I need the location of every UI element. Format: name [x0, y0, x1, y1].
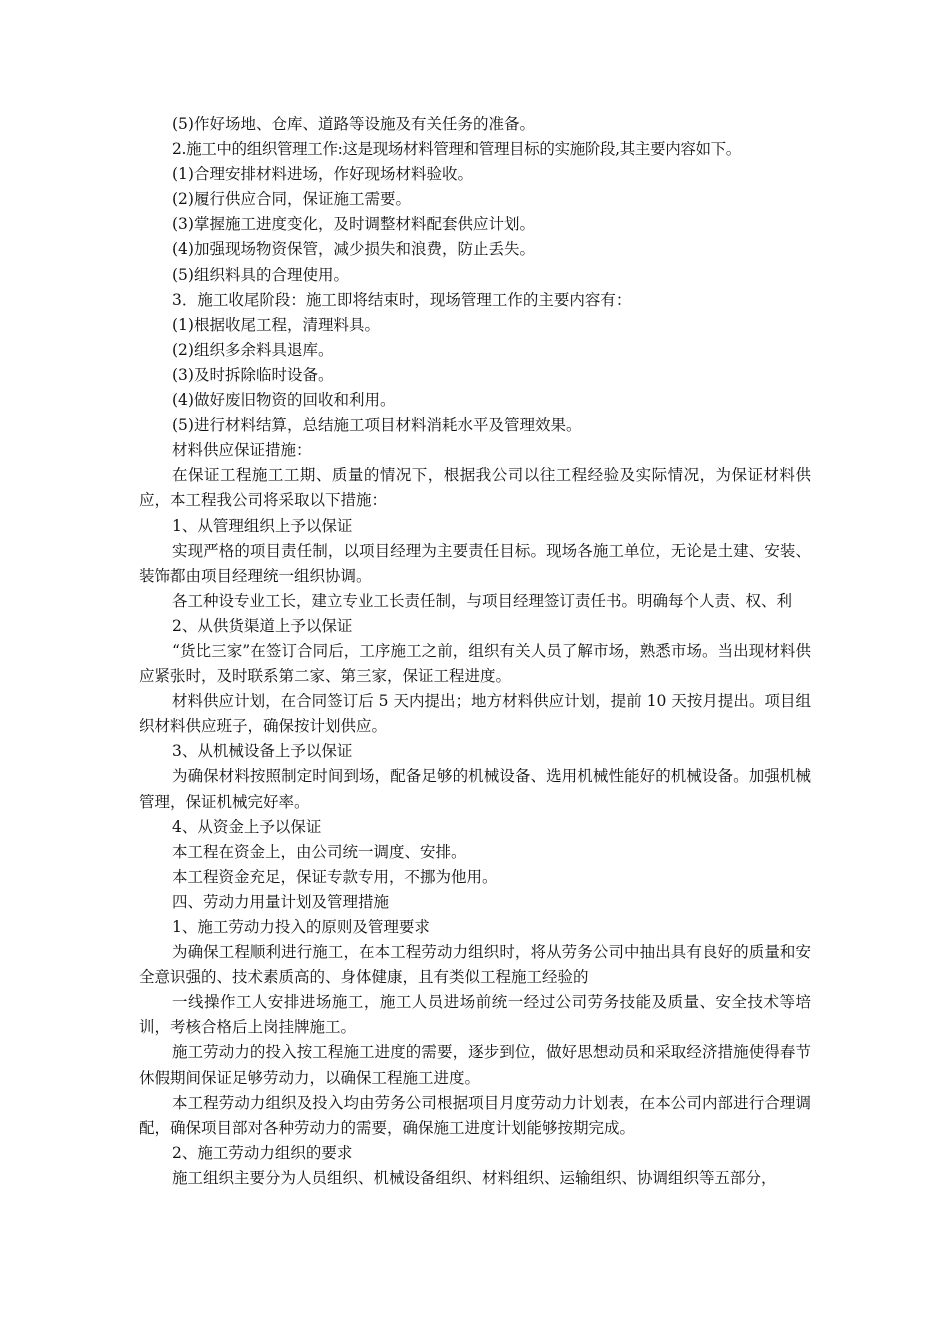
section-heading: 3、从机械设备上予以保证: [172, 742, 353, 761]
paragraph: (5)进行材料结算，总结施工项目材料消耗水平及管理效果。: [172, 416, 582, 435]
paragraph: 施工组织主要分为人员组织、机械设备组织、材料组织、运输组织、协调组织等五部分，: [172, 1168, 777, 1187]
section-heading: 1、从管理组织上予以保证: [172, 516, 353, 535]
paragraph: 各工种设专业工长，建立专业工长责任制，与项目经理签订责任书。明确每个人责、权、利: [172, 591, 793, 610]
paragraph: 本工程劳动力组织及投入均由劳务公司根据项目月度劳动力计划表，在本公司内部进行合理调配，确保项目部对各种劳动力的需要，确保施工进度计划能够按期完成。: [139, 1093, 811, 1137]
section-heading: 材料供应保证措施：: [172, 441, 312, 460]
paragraph: 为确保工程顺利进行施工，在本工程劳动力组织时，将从劳务公司中抽出具有良好的质量和安全意识强的、技术素质高的、身体健康，且有类似工程施工经验的: [139, 943, 811, 987]
paragraph: (5)组织料具的合理使用。: [172, 265, 349, 284]
paragraph: (2)组织多余料具退库。: [172, 340, 334, 359]
paragraph: (2)履行供应合同，保证施工需要。: [172, 190, 411, 209]
paragraph: (3)及时拆除临时设备。: [172, 365, 334, 384]
paragraph: 实现严格的项目责任制，以项目经理为主要责任目标。现场各施工单位，无论是土建、安装、装饰都由项目经理统一组织协调。: [139, 541, 811, 585]
paragraph: 2.施工中的组织管理工作:这是现场材料管理和管理目标的实施阶段,其主要内容如下。: [172, 140, 741, 159]
paragraph: 本工程资金充足，保证专款专用，不挪为他用。: [172, 867, 498, 886]
section-heading: 1、施工劳动力投入的原则及管理要求: [172, 918, 430, 936]
paragraph: 在保证工程施工工期、质量的情况下，根据我公司以往工程经验及实际情况，为保证材料供应，本工程我公司将采取以下措施：: [139, 466, 811, 510]
section-heading: 2、施工劳动力组织的要求: [172, 1143, 353, 1162]
paragraph: 施工劳动力的投入按工程施工进度的需要，逐步到位，做好思想动员和采取经济措施使得春节休假期间保证足够劳动力，以确保工程施工进度。: [139, 1043, 811, 1087]
paragraph: (4)加强现场物资保管，减少损失和浪费，防止丢失。: [172, 240, 535, 259]
document-body: [139, 112, 811, 1191]
section-heading: 4、从资金上予以保证: [172, 817, 322, 836]
paragraph: 3．施工收尾阶段：施工即将结束时，现场管理工作的主要内容有：: [172, 290, 632, 309]
paragraph: (4)做好废旧物资的回收和利用。: [172, 391, 396, 410]
paragraph: (5)作好场地、仓库、道路等设施及有关任务的准备。: [172, 115, 535, 133]
paragraph: (3)掌握施工进度变化，及时调整材料配套供应计划。: [172, 215, 535, 234]
paragraph: 一线操作工人安排进场施工，施工人员进场前统一经过公司劳务技能及质量、安全技术等培训，考核合格后上岗挂牌施工。: [139, 993, 811, 1037]
section-heading: 2、从供货渠道上予以保证: [172, 616, 353, 635]
paragraph: 本工程在资金上，由公司统一调度、安排。: [172, 842, 467, 861]
paragraph: 为确保材料按照制定时间到场，配备足够的机械设备、选用机械性能好的机械设备。加强机械管理，保证机械完好率。: [139, 767, 811, 811]
paragraph: (1)根据收尾工程，清理料具。: [172, 315, 380, 334]
paragraph: “货比三家”在签订合同后，工序施工之前，组织有关人员了解市场，熟悉市场。当出现材料供应紧张时，及时联系第二家、第三家，保证工程进度。: [139, 641, 811, 686]
paragraph: (1)合理安排材料进场，作好现场材料验收。: [172, 165, 473, 184]
section-heading: 四、劳动力用量计划及管理措施: [172, 892, 390, 911]
paragraph: 材料供应计划，在合同签订后 5 天内提出；地方材料供应计划，提前 10 天按月提出。项目组织材料供应班子，确保按计划供应。: [139, 692, 811, 736]
